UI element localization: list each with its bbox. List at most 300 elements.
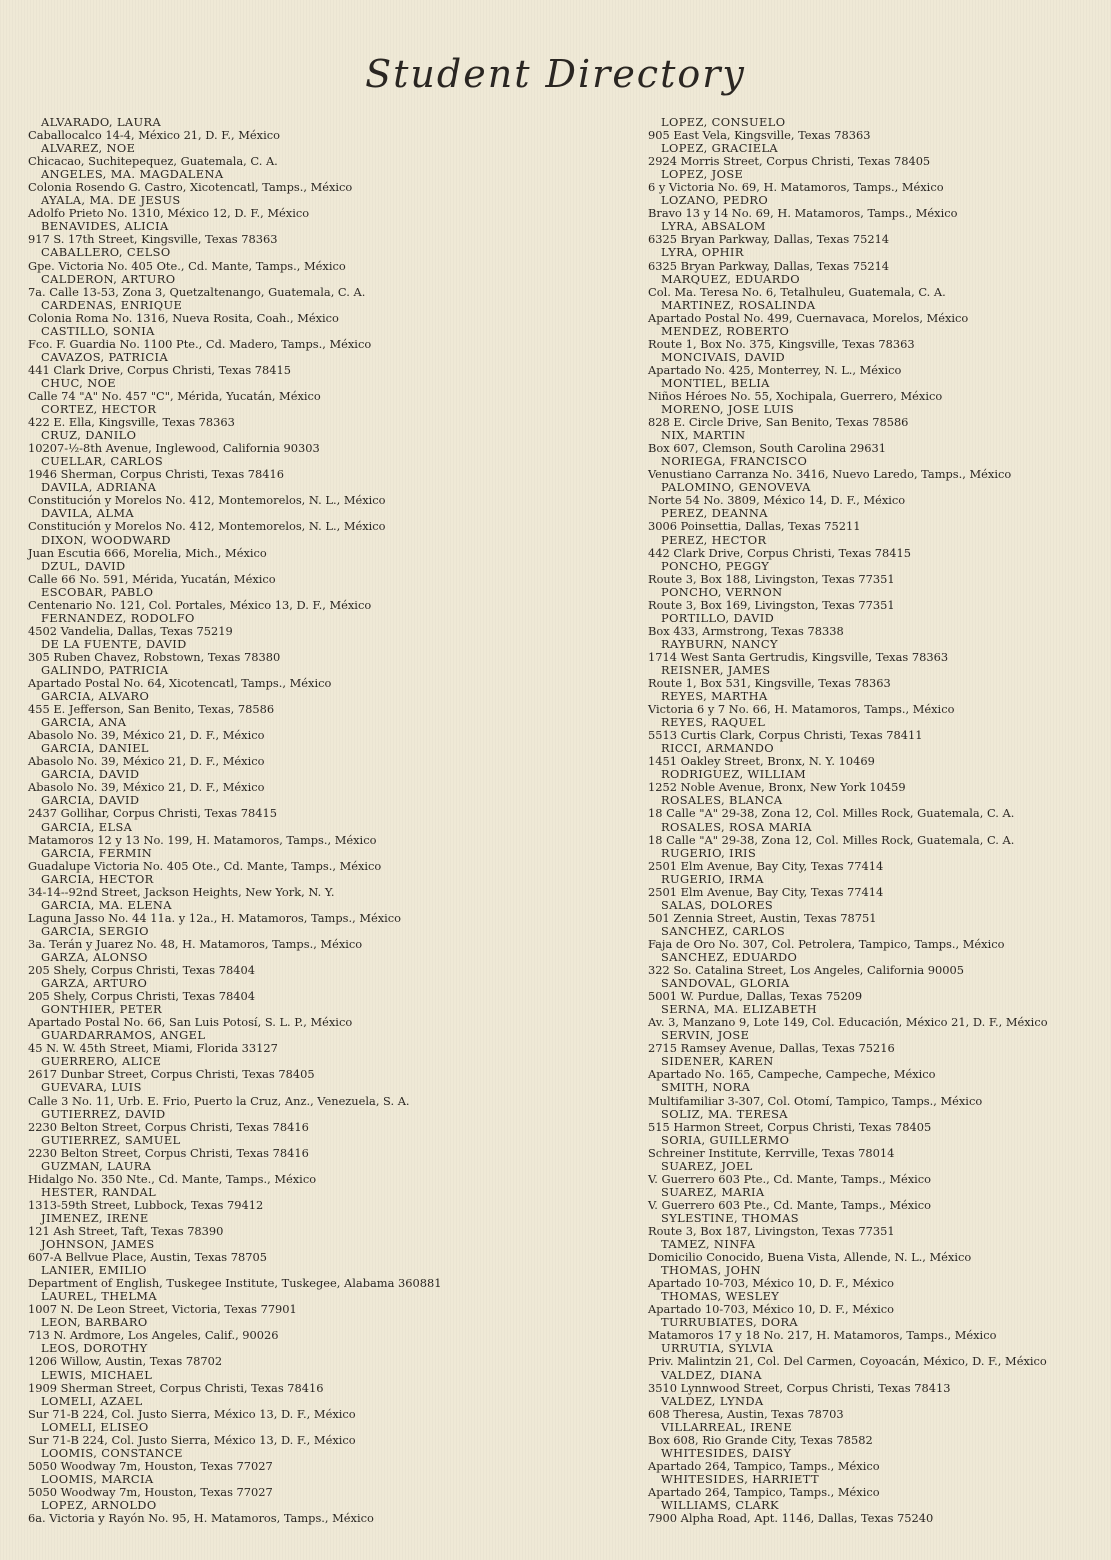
- directory-entry: [28, 1316, 441, 1342]
- student-address: Apartado No. 425, Monterrey, N. L., México: [648, 362, 902, 377]
- directory-entry: [648, 377, 1048, 403]
- student-name: PONCHO, PEGGY: [661, 558, 770, 573]
- directory-column-right: [648, 116, 1048, 1525]
- student-name: GARCIA, FERMIN: [41, 845, 153, 860]
- student-name: SOLIZ, MA. TERESA: [661, 1106, 788, 1121]
- directory-entry: [648, 1212, 1048, 1238]
- student-name: FERNANDEZ, RODOLFO: [41, 610, 195, 625]
- student-name: CHUC, NOE: [41, 375, 117, 390]
- student-name: ESCOBAR, PABLO: [41, 584, 154, 599]
- student-address: 1007 N. De Leon Street, Victoria, Texas 77901: [28, 1302, 297, 1317]
- directory-entry: [28, 1369, 441, 1395]
- student-address: Route 1, Box No. 375, Kingsville, Texas 78363: [648, 336, 915, 351]
- directory-entry: [28, 1264, 441, 1290]
- student-name: CAVAZOS, PATRICIA: [41, 349, 169, 364]
- directory-entry: [648, 1029, 1048, 1055]
- directory-entry: [28, 481, 441, 507]
- directory-entry: [648, 116, 1048, 142]
- student-address: 5050 Woodway 7m, Houston, Texas 77027: [28, 1458, 273, 1473]
- student-name: LEWIS, MICHAEL: [41, 1367, 153, 1382]
- student-name: REYES, MARTHA: [661, 689, 768, 704]
- student-address: Multifamiliar 3-307, Col. Otomí, Tampico, Tamps., México: [648, 1093, 983, 1108]
- directory-entry: [28, 507, 441, 533]
- directory-entry: [648, 429, 1048, 455]
- directory-entry: [28, 168, 441, 194]
- student-address: 18 Calle "A" 29-38, Zona 12, Col. Milles Rock, Guatemala, C. A.: [648, 806, 1015, 821]
- student-name: MARQUEZ, EDUARDO: [661, 271, 801, 286]
- student-address: Chicacao, Suchitepequez, Guatemala, C. A.: [28, 154, 278, 169]
- directory-entry: [648, 716, 1048, 742]
- directory-entry: [648, 664, 1048, 690]
- directory-entry: [28, 534, 441, 560]
- student-address: 5001 W. Purdue, Dallas, Texas 75209: [648, 989, 863, 1004]
- student-name: GARCIA, ELSA: [41, 819, 133, 834]
- student-name: MARTINEZ, ROSALINDA: [661, 297, 816, 312]
- student-address: Apartado Postal No. 66, San Luis Potosí, S. L. P., México: [28, 1015, 353, 1030]
- student-address: 828 E. Circle Drive, San Benito, Texas 78586: [648, 415, 909, 430]
- directory-entry: [648, 481, 1048, 507]
- student-name: GARCIA, ANA: [41, 715, 127, 730]
- student-name: GARCIA, DAVID: [41, 767, 140, 782]
- student-address: Box 433, Armstrong, Texas 78338: [648, 623, 844, 638]
- student-name: ROSALES, ROSA MARIA: [661, 819, 812, 834]
- student-address: 6 y Victoria No. 69, H. Matamoros, Tamps., México: [648, 180, 944, 195]
- directory-entry: [648, 690, 1048, 716]
- student-name: GUEVARA, LUIS: [41, 1080, 142, 1095]
- directory-entry: [28, 899, 441, 925]
- student-address: V. Guerrero 603 Pte., Cd. Mante, Tamps., México: [648, 1197, 932, 1212]
- student-name: SANDOVAL, GLORIA: [661, 976, 790, 991]
- directory-entry: [648, 168, 1048, 194]
- student-name: SERNA, MA. ELIZABETH: [661, 1002, 817, 1017]
- page-title: Student Directory: [365, 52, 746, 96]
- directory-entry: [28, 455, 441, 481]
- student-name: RUGERIO, IRIS: [661, 845, 757, 860]
- student-name: ANGELES, MA. MAGDALENA: [41, 167, 224, 182]
- student-address: Caballocalco 14-4, México 21, D. F., México: [28, 128, 280, 143]
- student-name: GUTIERREZ, DAVID: [41, 1106, 166, 1121]
- directory-entry: [648, 455, 1048, 481]
- student-name: CUELLAR, CARLOS: [41, 454, 164, 469]
- student-name: GARZA, ALONSO: [41, 950, 148, 964]
- directory-entry: [648, 403, 1048, 429]
- directory-entry: [648, 534, 1048, 560]
- directory-entry: [28, 1473, 441, 1499]
- directory-entry: [648, 1421, 1048, 1447]
- student-address: Juan Escutia 666, Morelia, Mich., México: [28, 545, 267, 560]
- student-name: SIDENER, KAREN: [661, 1054, 774, 1069]
- student-name: GUERRERO, ALICE: [41, 1054, 162, 1069]
- student-address: 2501 Elm Avenue, Bay City, Texas 77414: [648, 858, 884, 873]
- student-name: GUARDARRAMOS, ANGEL: [41, 1028, 206, 1043]
- student-name: VILLARREAL, IRENE: [661, 1419, 793, 1434]
- directory-entry: [28, 873, 441, 899]
- student-name: LOPEZ, CONSUELO: [661, 115, 786, 129]
- student-address: 1451 Oakley Street, Bronx, N. Y. 10469: [648, 754, 875, 769]
- student-address: Sur 71-B 224, Col. Justo Sierra, México 13, D. F., México: [28, 1406, 356, 1421]
- student-address: 2437 Gollihar, Corpus Christi, Texas 78415: [28, 806, 277, 821]
- student-address: 917 S. 17th Street, Kingsville, Texas 78363: [28, 232, 278, 247]
- directory-entry: [28, 1108, 441, 1134]
- student-address: Fco. F. Guardia No. 1100 Pte., Cd. Madero, Tamps., México: [28, 336, 372, 351]
- student-address: Apartado 264, Tampico, Tamps., México: [648, 1484, 880, 1499]
- student-name: LAUREL, THELMA: [41, 1289, 157, 1304]
- student-name: LYRA, OPHIR: [661, 245, 744, 260]
- directory-entry: [28, 925, 441, 951]
- student-name: PEREZ, HECTOR: [661, 532, 767, 547]
- directory-entry: [28, 1238, 441, 1264]
- student-name: MENDEZ, ROBERTO: [661, 323, 790, 338]
- directory-entry: [648, 1290, 1048, 1316]
- student-name: LOMELI, AZAEL: [41, 1393, 143, 1408]
- directory-entry: [28, 1499, 441, 1525]
- directory-entry: [28, 560, 441, 586]
- student-address: 1313-59th Street, Lubbock, Texas 79412: [28, 1197, 264, 1212]
- student-address: Priv. Malintzin 21, Col. Del Carmen, Coyoacán, México, D. F., México: [648, 1354, 1047, 1369]
- student-address: Venustiano Carranza No. 3416, Nuevo Laredo, Tamps., México: [648, 467, 1012, 482]
- student-address: Constitución y Morelos No. 412, Montemorelos, N. L., México: [28, 519, 386, 534]
- directory-entry: [648, 1055, 1048, 1081]
- student-address: Niños Héroes No. 55, Xochipala, Guerrero, México: [648, 388, 943, 403]
- directory-entry: [648, 1160, 1048, 1186]
- student-name: DAVILA, ALMA: [41, 506, 135, 521]
- student-name: SANCHEZ, CARLOS: [661, 923, 786, 938]
- directory-entry: [648, 977, 1048, 1003]
- student-address: Calle 66 No. 591, Mérida, Yucatán, México: [28, 571, 276, 586]
- student-address: 1206 Willow, Austin, Texas 78702: [28, 1354, 223, 1369]
- student-name: CRUZ, DANILO: [41, 428, 137, 443]
- student-name: SUAREZ, JOEL: [661, 1158, 753, 1173]
- student-name: GARCIA, DAVID: [41, 793, 140, 808]
- student-address: 608 Theresa, Austin, Texas 78703: [648, 1406, 844, 1421]
- student-address: 2924 Morris Street, Corpus Christi, Texas 78405: [648, 154, 931, 169]
- student-address: Gpe. Victoria No. 405 Ote., Cd. Mante, Tamps., México: [28, 258, 346, 273]
- directory-entry: [648, 220, 1048, 246]
- directory-entry: [648, 925, 1048, 951]
- student-name: JIMENEZ, IRENE: [41, 1210, 149, 1225]
- directory-entry: [28, 246, 441, 272]
- directory-entry: [648, 351, 1048, 377]
- student-name: PEREZ, DEANNA: [661, 506, 768, 521]
- student-name: GALINDO, PATRICIA: [41, 662, 169, 677]
- student-name: RODRIGUEZ, WILLIAM: [661, 767, 807, 782]
- directory-entry: [28, 638, 441, 664]
- student-name: RUGERIO, IRMA: [661, 871, 764, 886]
- student-name: WHITESIDES, DAISY: [661, 1445, 792, 1460]
- student-name: VALDEZ, DIANA: [661, 1367, 762, 1382]
- student-name: JOHNSON, JAMES: [41, 1237, 155, 1252]
- student-address: Col. Ma. Teresa No. 6, Tetalhuleu, Guatemala, C. A.: [648, 284, 946, 299]
- student-name: ROSALES, BLANCA: [661, 793, 783, 808]
- student-name: GONTHIER, PETER: [41, 1002, 163, 1017]
- directory-entry: [28, 1421, 441, 1447]
- student-address: Apartado 10-703, México 10, D. F., México: [648, 1302, 894, 1317]
- directory-entry: [28, 690, 441, 716]
- student-address: 2501 Elm Avenue, Bay City, Texas 77414: [648, 884, 884, 899]
- student-address: 515 Harmon Street, Corpus Christi, Texas 78405: [648, 1119, 932, 1134]
- student-name: LEON, BARBARO: [41, 1315, 148, 1330]
- directory-entry: [648, 194, 1048, 220]
- student-address: 4502 Vandelia, Dallas, Texas 75219: [28, 623, 233, 638]
- directory-entry: [28, 403, 441, 429]
- directory-entry: [648, 1342, 1048, 1368]
- student-address: Bravo 13 y 14 No. 69, H. Matamoros, Tamps., México: [648, 206, 958, 221]
- student-address: 121 Ash Street, Taft, Texas 78390: [28, 1223, 224, 1238]
- directory-entry: [28, 664, 441, 690]
- directory-entry: [648, 1316, 1048, 1342]
- student-address: 2617 Dunbar Street, Corpus Christi, Texas 78405: [28, 1067, 315, 1082]
- student-name: GARCIA, HECTOR: [41, 871, 154, 886]
- student-name: SYLESTINE, THOMAS: [661, 1210, 799, 1225]
- directory-entry: [648, 742, 1048, 768]
- student-address: 905 East Vela, Kingsville, Texas 78363: [648, 128, 871, 143]
- student-name: PONCHO, VERNON: [661, 584, 783, 599]
- student-address: Faja de Oro No. 307, Col. Petrolera, Tampico, Tamps., México: [648, 936, 1005, 951]
- student-address: 3a. Terán y Juarez No. 48, H. Matamoros, Tamps., México: [28, 936, 363, 951]
- student-name: SORIA, GUILLERMO: [661, 1132, 790, 1147]
- student-name: CORTEZ, HECTOR: [41, 402, 157, 417]
- directory-entry: [648, 1264, 1048, 1290]
- directory-entry: [648, 899, 1048, 925]
- student-address: Route 1, Box 531, Kingsville, Texas 78363: [648, 676, 891, 691]
- student-address: 5513 Curtis Clark, Corpus Christi, Texas 78411: [648, 728, 923, 743]
- student-name: MONTIEL, BELIA: [661, 375, 770, 390]
- directory-entry: [648, 1186, 1048, 1212]
- directory-entry: [648, 1108, 1048, 1134]
- student-name: AYALA, MA. DE JESUS: [41, 193, 181, 208]
- student-address: Guadalupe Victoria No. 405 Ote., Cd. Mante, Tamps., México: [28, 858, 382, 873]
- student-address: 6325 Bryan Parkway, Dallas, Texas 75214: [648, 258, 890, 273]
- directory-entry: [28, 1447, 441, 1473]
- student-name: SERVIN, JOSE: [661, 1028, 750, 1043]
- student-name: CABALLERO, CELSO: [41, 245, 171, 260]
- student-address: Laguna Jasso No. 44 11a. y 12a., H. Matamoros, Tamps., México: [28, 910, 402, 925]
- student-address: Centenario No. 121, Col. Portales, México 13, D. F., México: [28, 597, 372, 612]
- student-name: THOMAS, JOHN: [661, 1263, 762, 1278]
- student-address: 3006 Poinsettia, Dallas, Texas 75211: [648, 519, 861, 534]
- directory-entry: [28, 821, 441, 847]
- student-name: WILLIAMS, CLARK: [661, 1497, 779, 1512]
- student-name: REYES, RAQUEL: [661, 715, 766, 730]
- student-name: LOMELI, ELISEO: [41, 1419, 149, 1434]
- student-address: Apartado 10-703, México 10, D. F., México: [648, 1276, 894, 1291]
- directory-entry: [28, 1029, 441, 1055]
- directory-entry: [28, 847, 441, 873]
- student-address: Hidalgo No. 350 Nte., Cd. Mante, Tamps., México: [28, 1171, 317, 1186]
- student-address: 10207-½-8th Avenue, Inglewood, California 90303: [28, 441, 320, 456]
- student-name: DIXON, WOODWARD: [41, 532, 171, 547]
- directory-entry: [648, 873, 1048, 899]
- directory-entry: [28, 299, 441, 325]
- directory-entry: [28, 429, 441, 455]
- student-name: MONCIVAIS, DAVID: [661, 349, 786, 364]
- student-name: SMITH, NORA: [661, 1080, 751, 1095]
- directory-entry: [28, 1160, 441, 1186]
- student-address: Abasolo No. 39, México 21, D. F., México: [28, 754, 265, 769]
- student-address: Matamoros 12 y 13 No. 199, H. Matamoros, Tamps., México: [28, 832, 377, 847]
- directory-entry: [28, 768, 441, 794]
- student-address: Box 607, Clemson, South Carolina 29631: [648, 441, 887, 456]
- student-address: Apartado Postal No. 64, Xicotencatl, Tamps., México: [28, 676, 332, 691]
- directory-entry: [648, 794, 1048, 820]
- directory-entry: [648, 1369, 1048, 1395]
- student-address: Apartado No. 165, Campeche, Campeche, México: [648, 1067, 936, 1082]
- directory-entry: [28, 1003, 441, 1029]
- student-name: WHITESIDES, HARRIETT: [661, 1471, 819, 1486]
- student-name: GARCIA, ALVARO: [41, 689, 150, 704]
- student-name: GARCIA, MA. ELENA: [41, 897, 172, 912]
- student-name: TAMEZ, NINFA: [661, 1237, 756, 1252]
- student-address: Sur 71-B 224, Col. Justo Sierra, México 13, D. F., México: [28, 1432, 356, 1447]
- student-name: LOZANO, PEDRO: [661, 193, 769, 208]
- student-address: Constitución y Morelos No. 412, Montemorelos, N. L., México: [28, 493, 386, 508]
- student-name: SALAS, DOLORES: [661, 897, 774, 912]
- student-address: Route 3, Box 169, Livingston, Texas 77351: [648, 597, 895, 612]
- directory-entry: [648, 142, 1048, 168]
- student-address: 45 N. W. 45th Street, Miami, Florida 33127: [28, 1041, 278, 1056]
- directory-entry: [648, 325, 1048, 351]
- directory-entry: [28, 1081, 441, 1107]
- student-name: DAVILA, ADRIANA: [41, 480, 157, 495]
- directory-entry: [28, 716, 441, 742]
- student-address: Norte 54 No. 3809, México 14, D. F., México: [648, 493, 906, 508]
- student-address: 713 N. Ardmore, Los Angeles, Calif., 90026: [28, 1328, 279, 1343]
- student-address: 2230 Belton Street, Corpus Christi, Texas 78416: [28, 1119, 309, 1134]
- directory-entry: [648, 1081, 1048, 1107]
- directory-entry: [648, 246, 1048, 272]
- student-name: CALDERON, ARTURO: [41, 271, 176, 286]
- directory-entry: [648, 768, 1048, 794]
- student-address: Calle 3 No. 11, Urb. E. Frio, Puerto la Cruz, Anz., Venezuela, S. A.: [28, 1093, 410, 1108]
- student-address: Apartado 264, Tampico, Tamps., México: [648, 1458, 880, 1473]
- directory-column-left: [28, 116, 441, 1525]
- student-name: GARCIA, SERGIO: [41, 923, 149, 938]
- student-address: Route 3, Box 188, Livingston, Texas 77351: [648, 571, 895, 586]
- directory-entry: [28, 325, 441, 351]
- student-name: LANIER, EMILIO: [41, 1263, 147, 1278]
- directory-entry: [648, 273, 1048, 299]
- directory-entry: [648, 612, 1048, 638]
- student-address: 205 Shely, Corpus Christi, Texas 78404: [28, 989, 255, 1004]
- student-name: PALOMINO, GENOVEVA: [661, 480, 811, 495]
- directory-entry: [28, 1395, 441, 1421]
- student-name: HESTER, RANDAL: [41, 1184, 157, 1199]
- student-address: 7a. Calle 13-53, Zona 3, Quetzaltenango, Guatemala, C. A.: [28, 284, 366, 299]
- directory-entry: [28, 612, 441, 638]
- student-name: LYRA, ABSALOM: [661, 219, 766, 234]
- directory-entry: [28, 377, 441, 403]
- student-name: URRUTIA, SYLVIA: [661, 1341, 774, 1356]
- directory-entry: [648, 1238, 1048, 1264]
- student-name: NIX, MARTIN: [661, 428, 746, 443]
- student-address: 305 Ruben Chavez, Robstown, Texas 78380: [28, 649, 281, 664]
- student-name: CARDENAS, ENRIQUE: [41, 297, 183, 312]
- directory-entry: [648, 1003, 1048, 1029]
- directory-entry: [28, 951, 441, 977]
- directory-entry: [648, 847, 1048, 873]
- directory-entry: [28, 351, 441, 377]
- student-name: LOOMIS, MARCIA: [41, 1471, 154, 1486]
- directory-entry: [648, 951, 1048, 977]
- directory-entry: [648, 1134, 1048, 1160]
- student-address: Apartado Postal No. 499, Cuernavaca, Morelos, México: [648, 310, 969, 325]
- directory-entry: [28, 977, 441, 1003]
- student-name: DE LA FUENTE, DAVID: [41, 636, 187, 651]
- directory-entry: [28, 794, 441, 820]
- directory-entry: [648, 586, 1048, 612]
- student-name: RAYBURN, NANCY: [661, 636, 778, 651]
- student-address: Colonia Roma No. 1316, Nueva Rosita, Coah., México: [28, 310, 339, 325]
- directory-entry: [28, 742, 441, 768]
- student-address: V. Guerrero 603 Pte., Cd. Mante, Tamps., México: [648, 1171, 932, 1186]
- directory-entry: [28, 116, 441, 142]
- student-address: 1252 Noble Avenue, Bronx, New York 10459: [648, 780, 906, 795]
- student-address: Abasolo No. 39, México 21, D. F., México: [28, 780, 265, 795]
- student-address: Victoria 6 y 7 No. 66, H. Matamoros, Tamps., México: [648, 702, 955, 717]
- student-address: 441 Clark Drive, Corpus Christi, Texas 78415: [28, 362, 292, 377]
- student-address: 501 Zennia Street, Austin, Texas 78751: [648, 910, 877, 925]
- student-address: Box 608, Rio Grande City, Texas 78582: [648, 1432, 873, 1447]
- student-name: NORIEGA, FRANCISCO: [661, 454, 808, 469]
- student-name: ALVAREZ, NOE: [41, 141, 136, 156]
- student-name: GUZMAN, LAURA: [41, 1158, 152, 1173]
- student-address: 3510 Lynnwood Street, Corpus Christi, Texas 78413: [648, 1380, 951, 1395]
- student-address: Department of English, Tuskegee Institute, Tuskegee, Alabama 360881: [28, 1276, 442, 1291]
- student-name: DZUL, DAVID: [41, 558, 126, 573]
- student-address: 455 E. Jefferson, San Benito, Texas, 78586: [28, 702, 275, 717]
- student-name: LOPEZ, GRACIELA: [661, 141, 779, 156]
- directory-entry: [648, 299, 1048, 325]
- directory-entry: [28, 142, 441, 168]
- student-name: LOPEZ, ARNOLDO: [41, 1497, 157, 1512]
- directory-entry: [28, 1134, 441, 1160]
- directory-entry: [648, 821, 1048, 847]
- student-address: Colonia Rosendo G. Castro, Xicotencatl, Tamps., México: [28, 180, 353, 195]
- student-address: Calle 74 "A" No. 457 "C", Mérida, Yucatán, México: [28, 388, 321, 403]
- student-name: LOPEZ, JOSE: [661, 167, 744, 182]
- student-address: 2715 Ramsey Avenue, Dallas, Texas 75216: [648, 1041, 895, 1056]
- student-address: 205 Shely, Corpus Christi, Texas 78404: [28, 963, 255, 978]
- directory-entry: [648, 560, 1048, 586]
- student-address: Adolfo Prieto No. 1310, México 12, D. F., México: [28, 206, 310, 221]
- student-address: 607-A Bellvue Place, Austin, Texas 78705: [28, 1250, 268, 1265]
- student-name: GARZA, ARTURO: [41, 976, 148, 991]
- student-address: 322 So. Catalina Street, Los Angeles, California 90005: [648, 963, 964, 978]
- student-name: PORTILLO, DAVID: [661, 610, 775, 625]
- student-name: GARCIA, DANIEL: [41, 741, 149, 756]
- student-address: Av. 3, Manzano 9, Lote 149, Col. Educación, México 21, D. F., México: [648, 1015, 1048, 1030]
- directory-entry: [648, 1473, 1048, 1499]
- directory-entry: [28, 194, 441, 220]
- directory-entry: [648, 507, 1048, 533]
- student-address: 6a. Victoria y Rayón No. 95, H. Matamoros, Tamps., México: [28, 1511, 374, 1526]
- student-name: LEOS, DOROTHY: [41, 1341, 148, 1356]
- directory-entry: [28, 1290, 441, 1316]
- student-name: MORENO, JOSE LUIS: [661, 402, 795, 417]
- student-name: ALVARADO, LAURA: [41, 115, 162, 129]
- student-address: 2230 Belton Street, Corpus Christi, Texas 78416: [28, 1145, 309, 1160]
- directory-entry: [648, 638, 1048, 664]
- student-name: TURRUBIATES, DORA: [661, 1315, 799, 1330]
- directory-entry: [28, 1342, 441, 1368]
- directory-entry: [28, 273, 441, 299]
- student-name: GUTIERREZ, SAMUEL: [41, 1132, 181, 1147]
- student-name: LOOMIS, CONSTANCE: [41, 1445, 183, 1460]
- directory-entry: [648, 1395, 1048, 1421]
- student-address: Schreiner Institute, Kerrville, Texas 78014: [648, 1145, 895, 1160]
- directory-entry: [28, 220, 441, 246]
- student-name: REISNER, JAMES: [661, 662, 771, 677]
